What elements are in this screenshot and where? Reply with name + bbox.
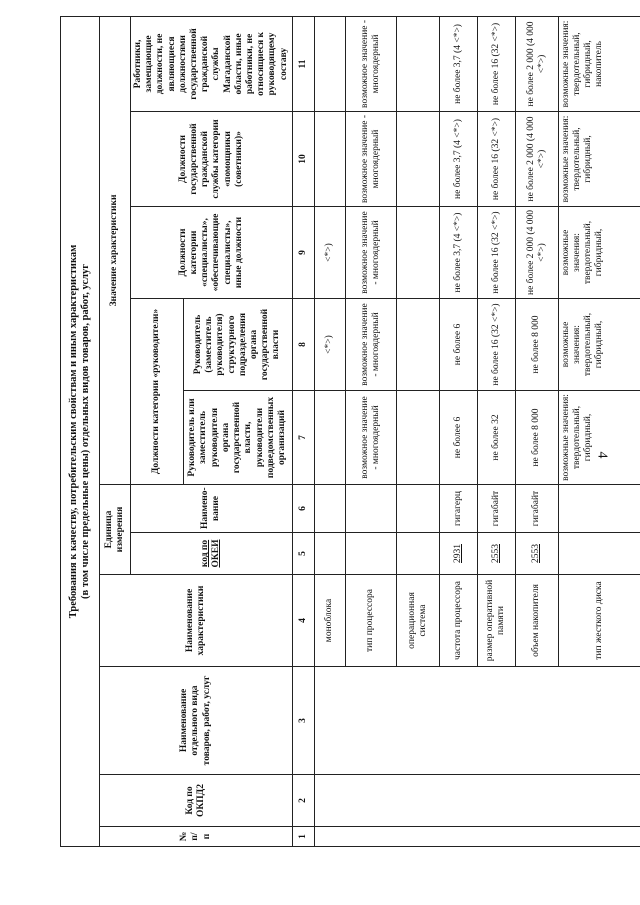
table-row (314, 16, 345, 846)
cell-okpd (314, 775, 640, 827)
cell-num (314, 827, 640, 847)
cell-unit (314, 485, 345, 533)
cell-value-11 (314, 16, 345, 111)
cell-okei (558, 533, 640, 575)
cell-value-11: не более 2 000 (4 000 <*>) (515, 16, 558, 111)
cell-okei: 2553 (515, 533, 558, 575)
cell-value-7: возможные значения: твердотельный, гибридный, (558, 391, 640, 485)
cell-unit: гигабайт (515, 485, 558, 533)
cell-char: тип процессора (345, 575, 396, 667)
header-col11: Работники, замещающие должности, не являющиеся должностями государственной гражданской службы Магаданской области, иные работники, не относящиеся к руководящему составу (131, 16, 293, 111)
cell-value-10: не более 2 000 (4 000 <*>) (515, 112, 558, 207)
cell-value-9: не более 2 000 (4 000 <*>) (515, 207, 558, 299)
cell-okei (345, 533, 396, 575)
header-unit-name: Наимено-вание (131, 485, 293, 533)
header-col7: Руководитель или заместитель руководителя органа государственной власти, руководители подведомственных организаций (183, 391, 292, 485)
cell-unit: гигагерц (439, 485, 477, 533)
cell-value-9: не более 16 (32 <*>) (477, 207, 515, 299)
column-number-8: 8 (292, 299, 314, 391)
cell-okei: 2931 (439, 533, 477, 575)
cell-value-8: <*>) (314, 299, 345, 391)
header-col9: Должности категории «специалисты», «обеспечивающие специалисты», иные должности (131, 207, 293, 299)
cell-char: размер оперативной памяти (477, 575, 515, 667)
header-item-name: Наименование отдельного вида товаров, работ, услуг (100, 667, 293, 775)
requirements-table (60, 16, 640, 847)
cell-value-10: не более 16 (32 <*>) (477, 112, 515, 207)
cell-value-11: не более 3,7 (4 <*>) (439, 16, 477, 111)
cell-value-7: не более 6 (439, 391, 477, 485)
column-number-1: 1 (292, 827, 314, 847)
cell-unit: гигабайт (477, 485, 515, 533)
cell-value-11 (396, 16, 439, 111)
header-num: № п/п (100, 827, 293, 847)
cell-value-8: не более 8 000 (515, 299, 558, 391)
header-char-name: Наименование характеристики (100, 575, 293, 667)
column-number-7: 7 (292, 391, 314, 485)
cell-unit (558, 485, 640, 533)
cell-value-7 (314, 391, 345, 485)
column-number-6: 6 (292, 485, 314, 533)
cell-value-11: возможное значение - многоядерный (345, 16, 396, 111)
cell-char: тип жесткого диска (558, 575, 640, 667)
header-okei: код по ОКЕИ (131, 533, 293, 575)
cell-value-7: не более 32 (477, 391, 515, 485)
column-number-10: 10 (292, 112, 314, 207)
table-title (61, 16, 100, 846)
cell-unit (345, 485, 396, 533)
cell-value-8: не более 6 (439, 299, 477, 391)
column-number-11: 11 (292, 16, 314, 111)
cell-value-9: не более 3,7 (4 <*>) (439, 207, 477, 299)
cell-value-9: возможное значение - многоядерный (345, 207, 396, 299)
cell-value-9: <*>) (314, 207, 345, 299)
cell-value-8: не более 16 (32 <*>) (477, 299, 515, 391)
cell-value-7: не более 8 000 (515, 391, 558, 485)
cell-item-name (314, 667, 640, 775)
cell-value-8: возможное значение - многоядерный (345, 299, 396, 391)
cell-char: моноблока (314, 575, 345, 667)
cell-value-11: не более 16 (32 <*>) (477, 16, 515, 111)
cell-value-8 (396, 299, 439, 391)
header-values-group: Значение характеристики (100, 16, 131, 484)
cell-value-10: возможные значения: твердотельный, гибридный, (558, 112, 640, 207)
cell-value-9: возможные значения: твердотельный, гибридный, (558, 207, 640, 299)
cell-value-10 (314, 112, 345, 207)
header-leaders-group: Должности категории «руководители» (131, 299, 184, 485)
cell-unit (396, 485, 439, 533)
cell-okei (314, 533, 345, 575)
cell-okei (396, 533, 439, 575)
header-okpd: Код по ОКПД2 (100, 775, 293, 827)
column-number-3: 3 (292, 667, 314, 775)
cell-value-7 (396, 391, 439, 485)
rotated-document (48, 5, 608, 855)
cell-char: операционная система (396, 575, 439, 667)
cell-value-9 (396, 207, 439, 299)
cell-value-10: возможное значение - многоядерный (345, 112, 396, 207)
cell-value-11: возможные значения: твердотельный, гибридный, накопитель (558, 16, 640, 111)
column-number-9: 9 (292, 207, 314, 299)
cell-okei: 2553 (477, 533, 515, 575)
header-unit-group: Единица измерения (100, 485, 131, 575)
cell-value-10: не более 3,7 (4 <*>) (439, 112, 477, 207)
column-number-4: 4 (292, 575, 314, 667)
header-col8: Руководитель (заместитель руководителя) структурного подразделения органа государственной власти (183, 299, 292, 391)
table-title-line-2: (в том числе предельные цены) отдельных видов товаров, работ, услуг (80, 263, 91, 599)
cell-char: частота процессора (439, 575, 477, 667)
page-number: 4 (594, 451, 610, 459)
column-number-5: 5 (292, 533, 314, 575)
cell-value-8: возможные значения: твердотельный, гибридный, (558, 299, 640, 391)
table-title-line-1: Требования к качеству, потребительским свойствам и иным характеристикам (67, 244, 79, 619)
header-col10: Должности государственной гражданской службы категории «помощники (советники)» (131, 112, 293, 207)
cell-char: объем накопителя (515, 575, 558, 667)
cell-value-7: возможное значение - многоядерный (345, 391, 396, 485)
column-number-2: 2 (292, 775, 314, 827)
cell-value-10 (396, 112, 439, 207)
